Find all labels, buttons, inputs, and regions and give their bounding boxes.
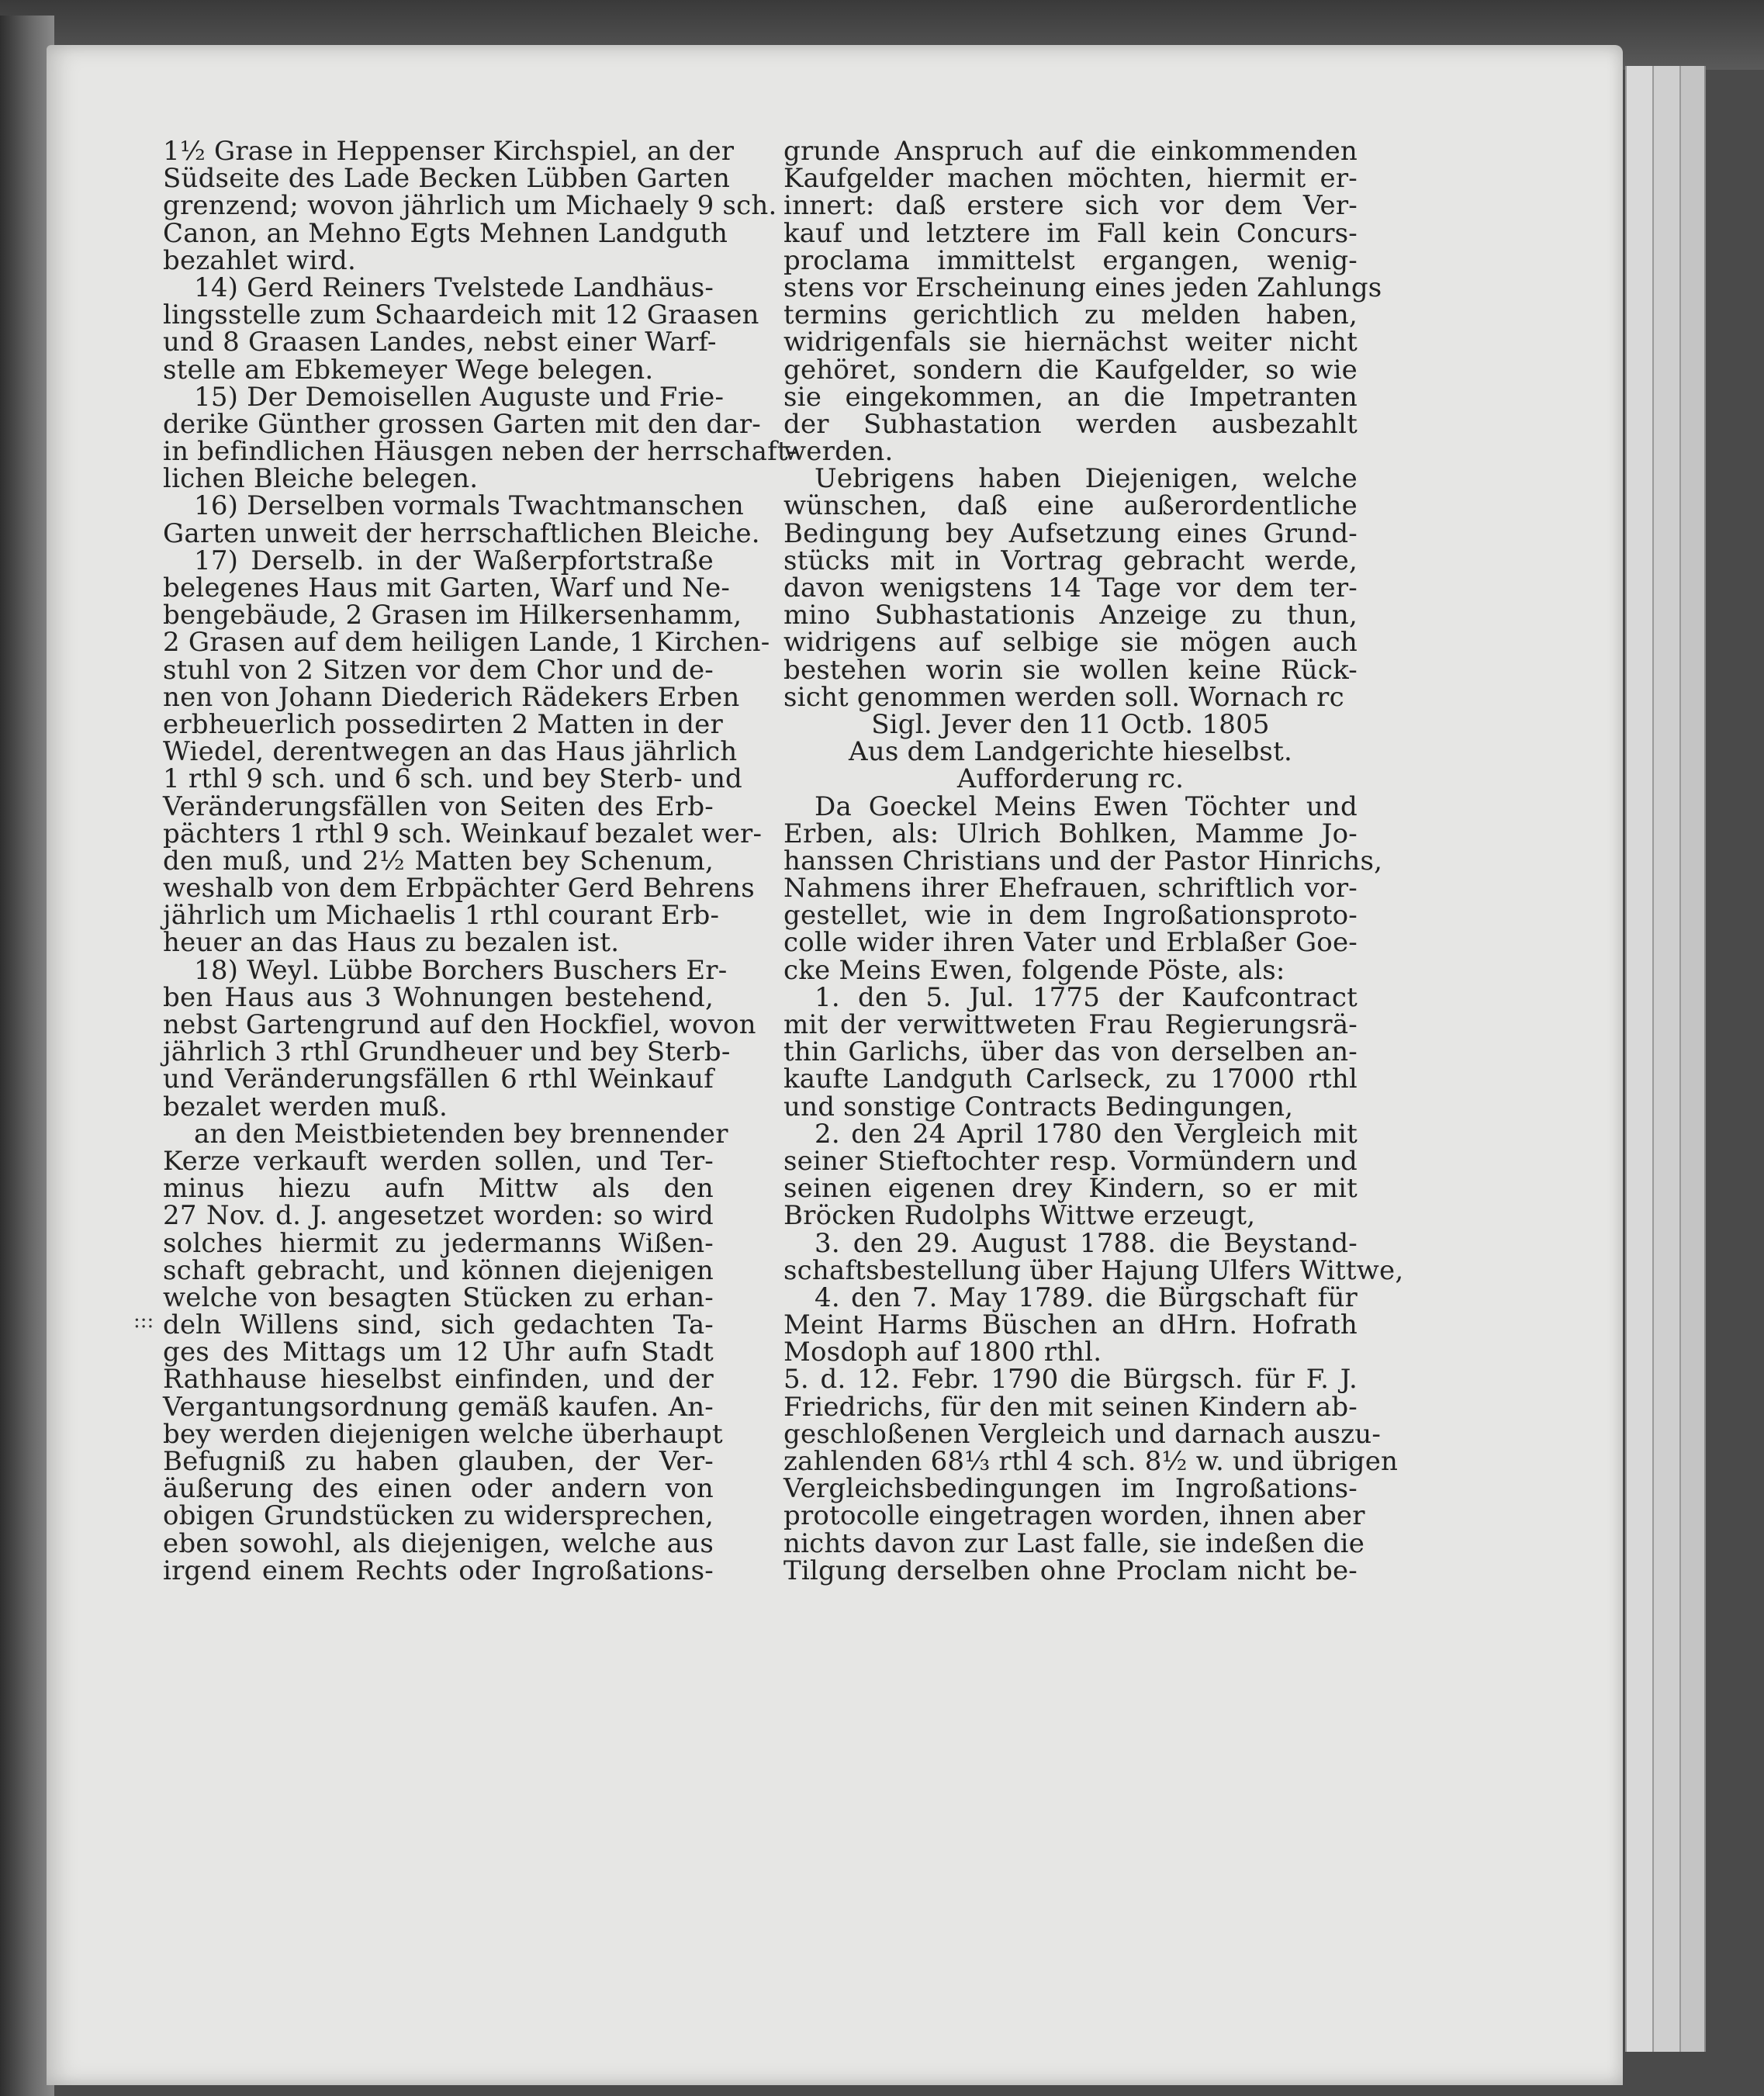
text-line: sicht genommen werden soll. Wornach rc: [783, 681, 1344, 713]
text-line: 27 Nov. d. J. angesetzet worden: so wird: [163, 1200, 714, 1232]
text-line: den muß, und 2½ Matten bey Schenum,: [163, 845, 714, 877]
text-line: 15) Der Demoisellen Auguste und Frie-: [194, 381, 725, 413]
text-line: Erben, als: Ulrich Bohlken, Mamme Jo-: [783, 818, 1358, 849]
text-line: welche von besagten Stücken zu erhan-: [163, 1281, 714, 1313]
text-line: thin Garlichs, über das von derselben an-: [783, 1036, 1358, 1068]
text-line: kaufte Landguth Carlseck, zu 17000 rthl: [783, 1064, 1358, 1095]
text-line: 16) Derselben vormals Twachtmanschen: [194, 490, 745, 522]
page-edge: [1679, 66, 1706, 2052]
text-line: minus hiezu aufn Mittw als den: [163, 1173, 714, 1205]
text-line: stens vor Erscheinung eines jeden Zahlungs: [783, 272, 1382, 303]
text-line: Nahmens ihrer Ehefrauen, schriftlich vor-: [783, 873, 1358, 904]
text-line: heuer an das Haus zu bezalen ist.: [163, 927, 620, 959]
text-line: äußerung des einen oder andern von: [163, 1473, 714, 1505]
text-line: 1. den 5. Jul. 1775 der Kaufcontract: [815, 981, 1358, 1013]
text-line: Canon, an Mehno Egts Mehnen Landguth: [163, 217, 728, 249]
text-line: 18) Weyl. Lübbe Borchers Buschers Er-: [194, 954, 728, 986]
text-line: 2. den 24 April 1780 den Vergleich mit: [815, 1118, 1358, 1150]
text-line: nichts davon zur Last falle, sie indeßen die: [783, 1527, 1365, 1559]
text-line: Meint Harms Büschen an dHrn. Hofrath: [783, 1309, 1358, 1341]
text-line: an den Meistbietenden bey brennender: [194, 1118, 728, 1150]
text-line: ben Haus aus 3 Wohnungen bestehend,: [163, 981, 714, 1013]
text-line: Veränderungsfällen von Seiten des Erb-: [163, 790, 714, 822]
text-line: 17) Derselb. in der Waßerpfortstraße: [194, 545, 714, 576]
text-line: bestehen worin sie wollen keine Rück-: [783, 654, 1358, 686]
text-line: gestellet, wie in dem Ingroßationsproto-: [783, 900, 1358, 932]
text-line: pächters 1 rthl 9 sch. Weinkauf bezalet wer-: [163, 818, 763, 849]
text-line: wünschen, daß eine außerordentliche: [783, 490, 1358, 522]
text-line: stelle am Ebkemeyer Wege belegen.: [163, 354, 654, 386]
text-line: zahlenden 68⅓ rthl 4 sch. 8½ w. und übrigen: [783, 1446, 1399, 1477]
text-line: cke Meins Ewen, folgende Pöste, als:: [783, 954, 1285, 986]
text-line: Aus dem Landgerichte hieselbst.: [849, 736, 1292, 768]
text-line: Südseite des Lade Becken Lübben Garten: [163, 163, 731, 195]
text-line: sie eingekommen, an die Impetranten: [783, 381, 1358, 413]
text-line: solches hiermit zu jedermanns Wißen-: [163, 1227, 714, 1259]
text-line: deln Willens sind, sich gedachten Ta-: [163, 1309, 714, 1341]
text-line: bey werden diejenigen welche überhaupt: [163, 1418, 723, 1450]
text-line: Kaufgelder machen möchten, hiermit er-: [783, 163, 1358, 195]
text-line: weshalb von dem Erbpächter Gerd Behrens: [163, 873, 755, 904]
text-line: und 8 Graasen Landes, nebst einer Warf-: [163, 327, 717, 358]
text-line: davon wenigstens 14 Tage vor dem ter-: [783, 572, 1358, 604]
text-line: und sonstige Contracts Bedingungen,: [783, 1091, 1294, 1122]
text-line: in befindlichen Häusgen neben der herrschaft-: [163, 436, 797, 468]
text-line: 14) Gerd Reiners Tvelstede Landhäus-: [194, 272, 714, 303]
text-line: erbheuerlich possedirten 2 Matten in der: [163, 708, 723, 740]
text-line: Vergleichsbedingungen im Ingroßations-: [783, 1473, 1358, 1505]
text-line: innert: daß erstere sich vor dem Ver-: [783, 190, 1358, 222]
text-line: ges des Mittags um 12 Uhr aufn Stadt: [163, 1337, 714, 1368]
text-line: Kerze verkauft werden sollen, und Ter-: [163, 1145, 714, 1177]
text-line: Bedingung bey Aufsetzung eines Grund-: [783, 517, 1358, 549]
text-line: 1½ Grase in Heppenser Kirchspiel, an der: [163, 136, 735, 167]
text-line: derike Günther grossen Garten mit den dar-: [163, 408, 761, 440]
text-line: und Veränderungsfällen 6 rthl Weinkauf: [163, 1064, 714, 1095]
text-line: Befugniß zu haben glauben, der Ver-: [163, 1446, 714, 1477]
text-line: widrigenfals sie hiernächst weiter nicht: [783, 327, 1358, 358]
text-line: widrigens auf selbige sie mögen auch: [783, 627, 1358, 659]
right-text-column: [783, 136, 1404, 1586]
text-line: colle wider ihren Vater und Erblaßer Goe-: [783, 927, 1358, 959]
text-line: Friedrichs, für den mit seinen Kindern ab-: [783, 1391, 1358, 1423]
text-line: lichen Bleiche belegen.: [163, 463, 479, 495]
text-line: hanssen Christians und der Pastor Hinrichs,: [783, 845, 1383, 877]
text-line: belegenes Haus mit Garten, Warf und Ne-: [163, 572, 731, 604]
text-line: Rathhause hieselbst einfinden, und der: [163, 1364, 714, 1396]
text-line: kauf und letztere im Fall kein Concurs-: [783, 217, 1358, 249]
text-line: Aufforderung rc.: [956, 763, 1185, 795]
text-line: mino Subhastationis Anzeige zu thun,: [783, 600, 1358, 631]
text-line: Mosdoph auf 1800 rthl.: [783, 1337, 1102, 1368]
text-line: protocolle eingetragen worden, ihnen aber: [783, 1500, 1365, 1532]
text-line: 4. den 7. May 1789. die Bürgschaft für: [815, 1281, 1358, 1313]
text-line: der Subhastation werden ausbezahlt: [783, 408, 1358, 440]
text-line: bezalet werden muß.: [163, 1091, 448, 1122]
text-line: lingsstelle zum Schaardeich mit 12 Graasen: [163, 299, 759, 331]
text-line: Vergantungsordnung gemäß kaufen. An-: [163, 1391, 714, 1423]
text-line: Garten unweit der herrschaftlichen Bleiche.: [163, 517, 760, 549]
text-line: proclama immittelst ergangen, wenig-: [783, 244, 1358, 276]
text-line: gehöret, sondern die Kaufgelder, so wie: [783, 354, 1358, 386]
text-line: grunde Anspruch auf die einkommenden: [783, 136, 1358, 167]
text-line: grenzend; wovon jährlich um Michaely 9 sch.: [163, 190, 777, 222]
text-line: Sigl. Jever den 11 Octb. 1805: [871, 708, 1270, 740]
text-line: jährlich 3 rthl Grundheuer und bey Sterb-: [163, 1036, 731, 1068]
text-line: seinen eigenen drey Kindern, so er mit: [783, 1173, 1358, 1205]
text-line: geschloßenen Vergleich und darnach auszu-: [783, 1418, 1382, 1450]
text-line: seiner Stieftochter resp. Vormündern und: [783, 1145, 1358, 1177]
text-line: bengebäude, 2 Grasen im Hilkersenhamm,: [163, 600, 742, 631]
text-line: Tilgung derselben ohne Proclam nicht be-: [783, 1555, 1358, 1586]
text-line: schaftsbestellung über Hajung Ulfers Wittwe,: [783, 1254, 1404, 1286]
text-line: schaft gebracht, und können diejenigen: [163, 1254, 714, 1286]
text-line: 2 Grasen auf dem heiligen Lande, 1 Kirchen-: [163, 627, 770, 659]
text-line: stücks mit in Vortrag gebracht werde,: [783, 545, 1358, 576]
text-line: 1 rthl 9 sch. und 6 sch. und bey Sterb- und: [163, 763, 743, 795]
text-line: Bröcken Rudolphs Wittwe erzeugt,: [783, 1200, 1256, 1232]
text-line: Wiedel, derentwegen an das Haus jährlich: [163, 736, 738, 768]
text-line: Da Goeckel Meins Ewen Töchter und: [815, 790, 1358, 822]
margin-marks: :::: [133, 1309, 154, 1333]
text-line: eben sowohl, als diejenigen, welche aus: [163, 1527, 714, 1559]
text-line: jährlich um Michaelis 1 rthl courant Erb-: [163, 900, 720, 932]
text-line: bezahlet wird.: [163, 244, 357, 276]
text-line: 3. den 29. August 1788. die Beystand-: [815, 1227, 1358, 1259]
text-line: Uebrigens haben Diejenigen, welche: [815, 463, 1358, 495]
text-line: irgend einem Rechts oder Ingroßations-: [163, 1555, 714, 1586]
text-line: mit der verwittweten Frau Regierungsrä-: [783, 1009, 1358, 1040]
text-line: nebst Gartengrund auf den Hockfiel, wovon: [163, 1009, 756, 1040]
text-line: werden.: [783, 436, 894, 468]
text-line: termins gerichtlich zu melden haben,: [783, 299, 1358, 331]
text-line: obigen Grundstücken zu widersprechen,: [163, 1500, 714, 1532]
text-line: nen von Johann Diederich Rädekers Erben: [163, 681, 740, 713]
text-line: stuhl von 2 Sitzen vor dem Chor und de-: [163, 654, 714, 686]
text-line: 5. d. 12. Febr. 1790 die Bürgsch. für F. J.: [783, 1364, 1358, 1396]
left-text-column: [163, 136, 797, 1586]
